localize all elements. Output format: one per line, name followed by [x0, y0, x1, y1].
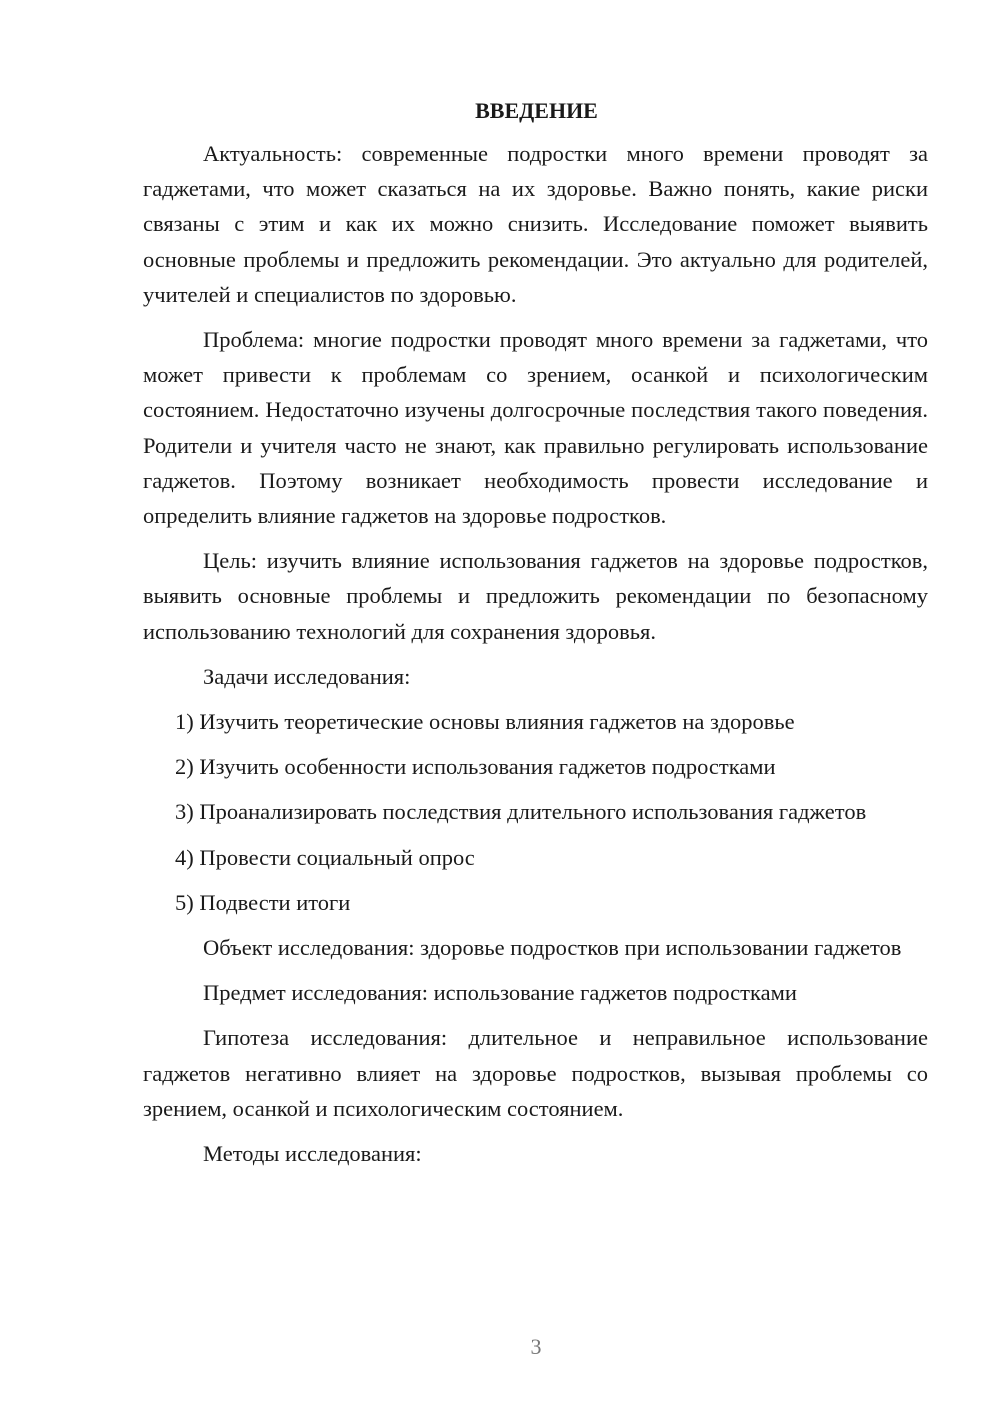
section-title: ВВЕДЕНИЕ	[475, 98, 598, 123]
page-content	[143, 96, 928, 1181]
page-number: 3	[530, 1334, 542, 1359]
tasks-heading: Задачи исследования:	[203, 663, 411, 689]
object-paragraph: Объект исследования: здоровье подростков при использовании гаджетов	[203, 935, 902, 961]
task-item: 3) Проанализировать последствия длительного использования гаджетов	[175, 799, 867, 825]
task-item: 4) Провести социальный опрос	[175, 844, 475, 870]
task-item: 1) Изучить теоретические основы влияния гаджетов на здоровье	[175, 709, 795, 735]
goal-paragraph: Цель: изучить влияние использования гаджетов на здоровье подростков, выявить основные проблемы и предложить рекомендации по безопасному использованию технологий для сохранения здоровья.	[143, 548, 928, 644]
task-item: 5) Подвести итоги	[175, 889, 351, 915]
subject-paragraph: Предмет исследования: использование гаджетов подростками	[203, 980, 797, 1006]
relevance-paragraph: Актуальность: современные подростки много времени проводят за гаджетами, что может сказаться на их здоровье. Важно понять, какие риски связаны с этим и как их можно снизить. Исследование поможет выявить основные проблемы и предложить рекомендации. Это актуально для родителей, учителей и специалистов по здоровью.	[143, 141, 928, 307]
methods-heading: Методы исследования:	[203, 1141, 422, 1167]
hypothesis-paragraph: Гипотеза исследования: длительное и неправильное использование гаджетов негативно влияет на здоровье подростков, вызывая проблемы со зрением, осанкой и психологическим состоянием.	[143, 1025, 928, 1121]
task-item: 2) Изучить особенности использования гаджетов подростками	[175, 754, 776, 780]
problem-paragraph: Проблема: многие подростки проводят много времени за гаджетами, что может привести к проблемам со зрением, осанкой и психологическим состоянием. Недостаточно изучены долгосрочные последствия такого поведения. Родители и учителя часто не знают, как правильно регулировать использование гаджетов. Поэтому возникает необходимость провести исследование и определить влияние гаджетов на здоровье подростков.	[143, 327, 928, 529]
